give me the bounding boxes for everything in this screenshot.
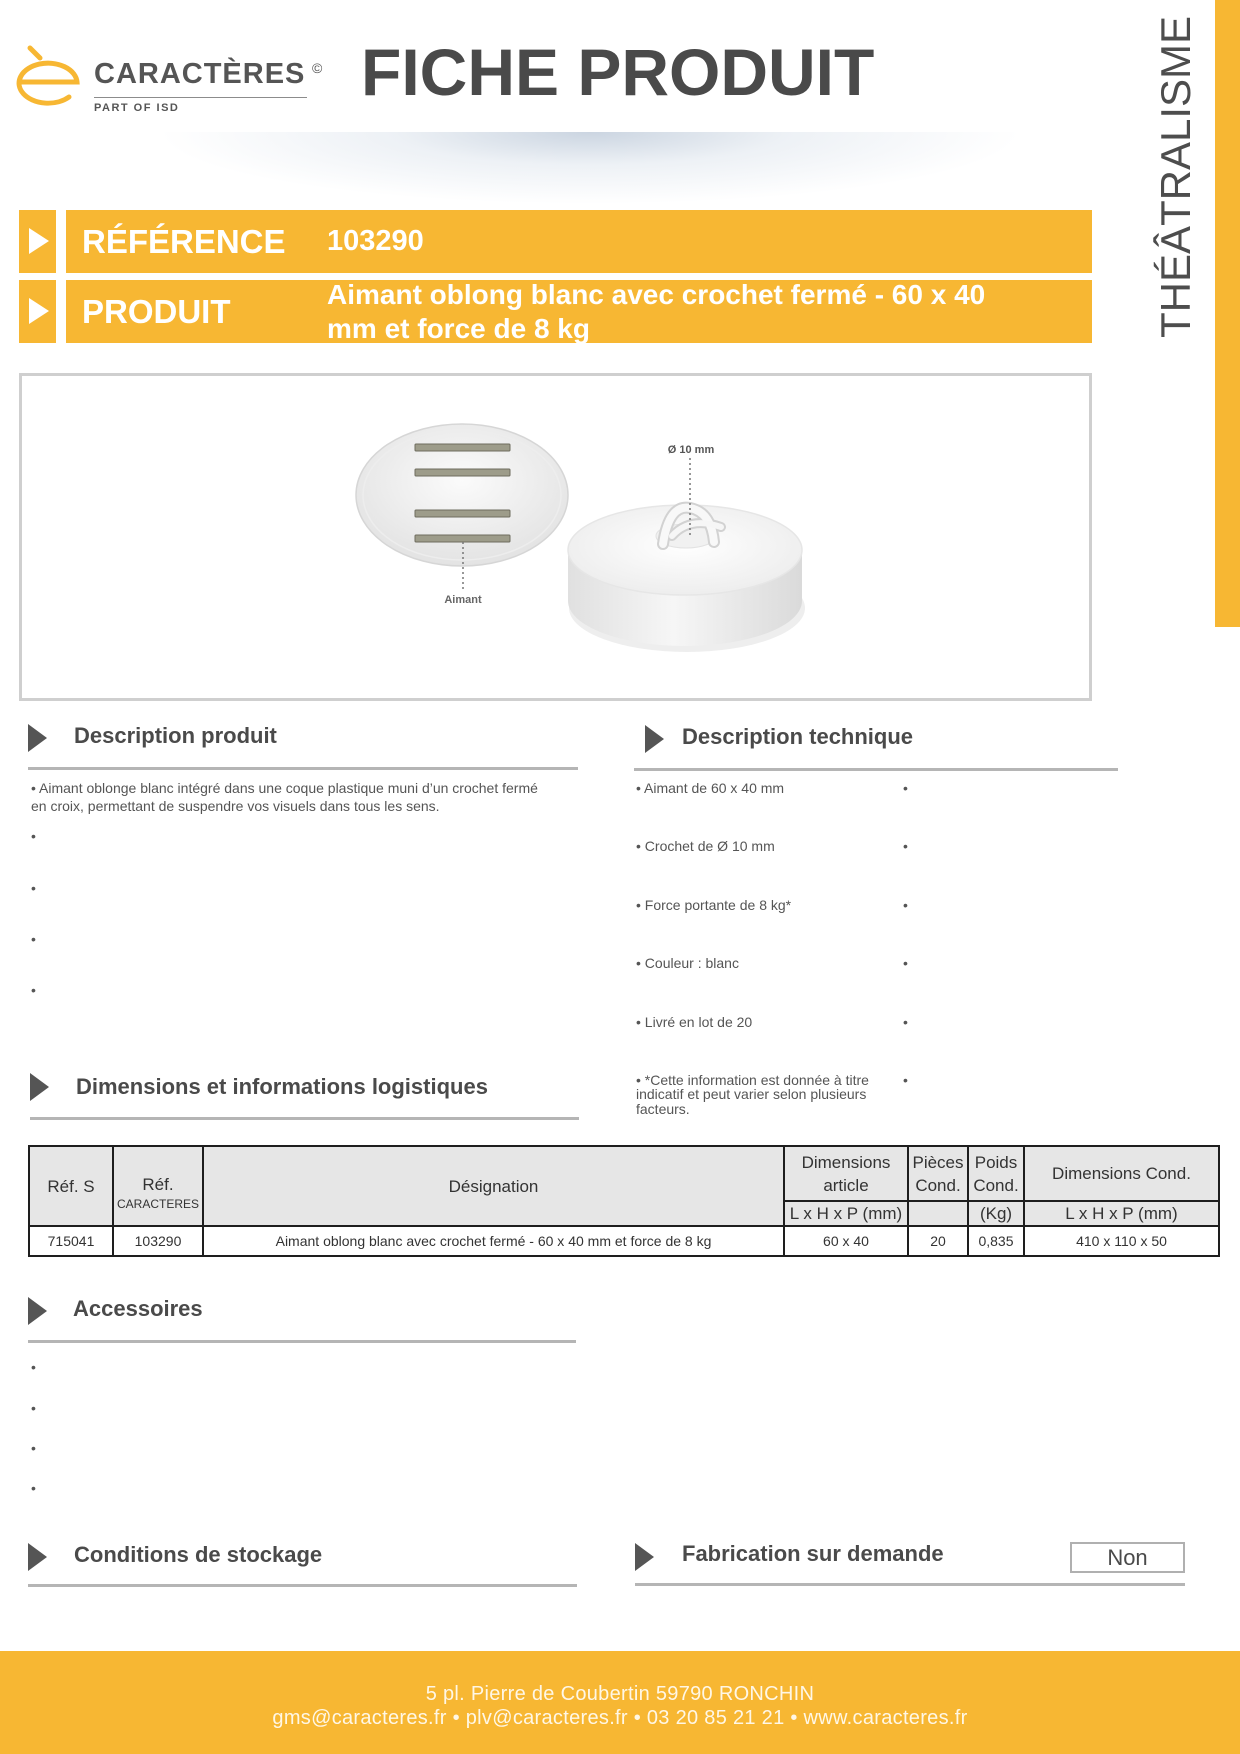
list-item: • [31,1480,36,1496]
list-item: • [903,838,908,854]
technical-note-line: facteurs. [636,1101,690,1117]
header-ref-s: Réf. S [29,1146,113,1226]
description-text-line: • Aimant oblonge blanc intégré dans une coque plastique muni d’un crochet fermé [31,780,538,796]
product-label: PRODUIT [82,293,231,330]
category-accent-bar [1215,0,1240,627]
list-item: • [31,828,36,844]
list-item: • [31,982,36,998]
fabrication-rule [635,1583,1185,1586]
header-text: Poids [974,1152,1018,1172]
product-name [327,280,985,343]
triangle-right-icon [30,1073,49,1101]
brand-tagline: PART OF ISD [94,102,180,114]
magnet-front-view [568,444,805,652]
triangle-right-icon [28,724,47,752]
header-text: article [823,1175,869,1195]
list-item: • [31,1359,36,1375]
description-text-line: en croix, permettant de suspendre vos visuels dans tous les sens. [31,798,440,814]
header-pieces [908,1146,968,1201]
product-image-frame [19,373,1092,701]
footer-contact: gms@caracteres.fr • plv@caracteres.fr • 03 20 85 21 21 • www.caracteres.fr [272,1707,968,1729]
product-name-line: Aimant oblong blanc avec crochet fermé - 60 x 40 [327,280,986,310]
header-ref-label: Réf. [142,1174,174,1194]
diameter-label: Ø 10 mm [667,444,715,456]
technical-note-line: • *Cette information est donnée à titre [636,1072,869,1088]
technical-item: • Livré en lot de 20 [636,1014,753,1030]
header-designation: Désignation [203,1146,784,1226]
header-ref [113,1146,203,1226]
magnet-label: Aimant [444,594,482,606]
reference-bar [66,210,1092,273]
storage-title: Conditions de stockage [74,1542,323,1567]
storage-rule [28,1584,577,1587]
unit-pieces [908,1201,968,1226]
cell-ref-s: 715041 [29,1226,113,1256]
list-item: • [903,897,908,913]
fabrication-title: Fabrication sur demande [682,1541,944,1566]
page-title: FICHE PRODUIT [361,35,875,109]
cell-dim-article: 60 x 40 [784,1226,908,1256]
header-poids [968,1146,1024,1201]
accessories-title: Accessoires [73,1296,203,1321]
unit-dim-article: L x H x P (mm) [784,1201,908,1226]
cell-ref: 103290 [113,1226,203,1256]
cell-poids: 0,835 [968,1226,1024,1256]
list-item: • [903,1014,908,1030]
product-name-line: mm et force de 8 kg [327,313,590,343]
brand-name: CARACTÈRES [94,58,306,90]
logistics-table [28,1145,1220,1257]
reference-marker [19,210,56,273]
unit-dim-cond: L x H x P (mm) [1024,1201,1219,1226]
technical-rule [634,768,1118,771]
list-item: • [31,880,36,896]
footer-address: 5 pl. Pierre de Coubertin 59790 RONCHIN [425,1683,815,1705]
header-text: Dimensions [801,1152,891,1172]
reference-value: 103290 [327,225,424,257]
triangle-right-icon [29,228,49,254]
list-item: • [903,780,908,796]
triangle-right-icon [645,725,664,753]
triangle-right-icon [28,1543,47,1571]
list-item: • [31,1440,36,1456]
category-label: THÉÂTRALISME [1152,15,1199,338]
triangle-right-icon [28,1297,47,1325]
list-item: • [31,931,36,947]
magnet-back-view [356,424,568,606]
triangle-right-icon [29,298,49,324]
technical-item: • Crochet de Ø 10 mm [636,838,775,854]
triangle-right-icon [635,1543,654,1571]
reference-label: RÉFÉRENCE [82,223,286,260]
header-text: Pièces [912,1152,964,1172]
unit-poids: (Kg) [968,1201,1024,1226]
header-dim-cond: Dimensions Cond. [1024,1146,1219,1201]
header-text: Cond. [915,1175,961,1195]
technical-title: Description technique [682,724,914,749]
caracteres-logo-icon [14,44,84,106]
technical-item: • Couleur : blanc [636,955,739,971]
list-item: • [903,1072,908,1088]
table-row [29,1226,1219,1256]
list-item: • [903,955,908,971]
cell-designation: Aimant oblong blanc avec crochet fermé - 60 x 40 mm et force de 8 kg [203,1226,784,1256]
technical-note-line: indicatif et peut varier selon plusieurs [636,1086,867,1102]
product-bar [66,280,1092,343]
copyright-mark: © [312,60,323,76]
technical-item: • Aimant de 60 x 40 mm [636,780,785,796]
logistics-title: Dimensions et informations logistiques [76,1074,488,1099]
product-marker [19,280,56,343]
product-image [22,376,1089,698]
fabrication-value: Non [1070,1542,1185,1573]
header-text: Cond. [973,1175,1019,1195]
list-item: • [31,1400,36,1416]
logistics-rule [30,1117,579,1120]
header-shadow [160,132,1020,204]
cell-dim-cond: 410 x 110 x 50 [1024,1226,1219,1256]
header-ref-sub: CARACTERES [116,1196,199,1211]
description-title: Description produit [74,723,277,748]
footer [0,1651,1240,1754]
accessories-rule [28,1340,576,1343]
table-header-row [29,1146,1219,1201]
brand-underline [94,97,307,98]
technical-item: • Force portante de 8 kg* [636,897,792,913]
description-rule [28,767,578,770]
cell-pieces: 20 [908,1226,968,1256]
header-dim-article [784,1146,908,1201]
